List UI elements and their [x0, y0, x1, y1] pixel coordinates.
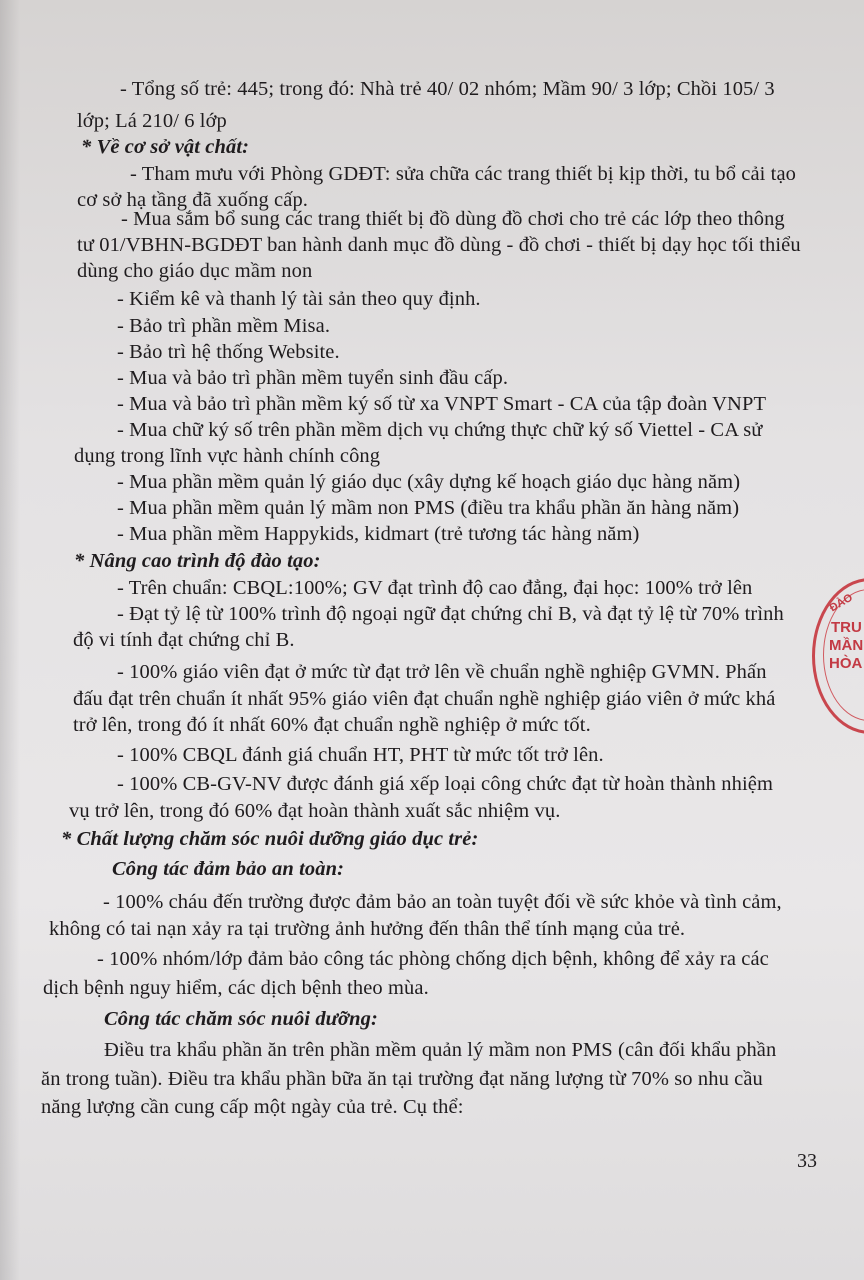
text-line: độ vi tính đạt chứng chỉ B. [73, 629, 295, 651]
text-line: cơ sở hạ tầng đã xuống cấp. [77, 189, 309, 211]
subsection-heading: Công tác đảm bảo an toàn: [112, 858, 345, 880]
list-item: - Kiểm kê và thanh lý tài sản theo quy định. [117, 288, 481, 310]
list-item: - 100% giáo viên đạt ở mức từ đạt trở lên về chuẩn nghề nghiệp GVMN. Phấn [117, 661, 767, 683]
seal-text-top: ĐÀO [827, 591, 855, 615]
list-item: - Bảo trì hệ thống Website. [117, 341, 340, 363]
text-line: đấu đạt trên chuẩn ít nhất 95% giáo viên đạt chuẩn nghề nghiệp giáo viên ở mức khá [73, 688, 776, 710]
page-edge-shadow [0, 0, 20, 1280]
text-line: trở lên, trong đó ít nhất 60% đạt chuẩn nghề nghiệp ở mức tốt. [73, 714, 591, 736]
list-item: - 100% nhóm/lớp đảm bảo công tác phòng chống dịch bệnh, không để xảy ra các [97, 948, 769, 970]
section-heading: * Về cơ sở vật chất: [81, 136, 250, 158]
list-item: - 100% cháu đến trường được đảm bảo an toàn tuyệt đối về sức khỏe và tình cảm, [103, 891, 782, 913]
list-item: - Mua phần mềm quản lý mầm non PMS (điều tra khẩu phần ăn hàng năm) [117, 497, 740, 519]
list-item: - Mua phần mềm Happykids, kidmart (trẻ tương tác hàng năm) [117, 523, 640, 545]
text-line: dùng cho giáo dục mầm non [77, 260, 313, 282]
seal-text-line: HÒA [829, 655, 863, 672]
list-item: - 100% CB-GV-NV được đánh giá xếp loại công chức đạt từ hoàn thành nhiệm [117, 773, 773, 795]
page-number: 33 [797, 1150, 817, 1172]
text-line: dụng trong lĩnh vực hành chính công [74, 445, 381, 467]
text-line: vụ trở lên, trong đó 60% đạt hoàn thành xuất sắc nhiệm vụ. [69, 800, 561, 822]
text-line: Điều tra khẩu phần ăn trên phần mềm quản lý mầm non PMS (cân đối khẩu phần [104, 1039, 777, 1061]
section-heading: * Nâng cao trình độ đào tạo: [74, 550, 321, 572]
text-line: dịch bệnh nguy hiểm, các dịch bệnh theo mùa. [43, 977, 429, 999]
text-line: - Tổng số trẻ: 445; trong đó: Nhà trẻ 40/ 02 nhóm; Mầm 90/ 3 lớp; Chồi 105/ 3 [120, 78, 775, 100]
list-item: - Mua phần mềm quản lý giáo dục (xây dựng kế hoạch giáo dục hàng năm) [117, 471, 741, 493]
list-item: - Mua chữ ký số trên phần mềm dịch vụ chứng thực chữ ký số Viettel - CA sử [117, 419, 763, 441]
list-item: - Mua và bảo trì phần mềm tuyển sinh đầu cấp. [117, 367, 509, 389]
text-line: năng lượng cần cung cấp một ngày của trẻ. Cụ thể: [41, 1096, 464, 1118]
text-line: - Tham mưu với Phòng GDĐT: sửa chữa các trang thiết bị kịp thời, tu bổ cải tạo [130, 163, 797, 185]
text-line: ăn trong tuần). Điều tra khẩu phần bữa ăn tại trường đạt năng lượng từ 70% so nhu cầu [41, 1068, 763, 1090]
text-line: lớp; Lá 210/ 6 lớp [77, 110, 227, 132]
subsection-heading: Công tác chăm sóc nuôi dưỡng: [104, 1008, 378, 1030]
section-heading: * Chất lượng chăm sóc nuôi dưỡng giáo dục trẻ: [61, 828, 479, 850]
list-item: - 100% CBQL đánh giá chuẩn HT, PHT từ mức tốt trở lên. [117, 744, 604, 766]
seal-text-line: MẦN [829, 637, 864, 654]
text-line: tư 01/VBHN-BGDĐT ban hành danh mục đồ dùng - đồ chơi - thiết bị dạy học tối thiểu [77, 234, 801, 256]
text-line: không có tai nạn xảy ra tại trường ảnh hưởng đến thân thể tính mạng của trẻ. [49, 918, 686, 940]
list-item: - Trên chuẩn: CBQL:100%; GV đạt trình độ cao đẳng, đại học: 100% trở lên [117, 577, 753, 599]
seal-text-line: TRU [831, 619, 862, 636]
list-item: - Mua và bảo trì phần mềm ký số từ xa VNPT Smart - CA của tập đoàn VNPT [117, 393, 767, 415]
list-item: - Bảo trì phần mềm Misa. [117, 315, 331, 337]
text-line: - Mua sắm bổ sung các trang thiết bị đồ dùng đồ chơi cho trẻ các lớp theo thông [121, 208, 785, 230]
school-seal-stamp [812, 578, 864, 734]
list-item: - Đạt tỷ lệ từ 100% trình độ ngoại ngữ đạt chứng chỉ B, và đạt tỷ lệ từ 70% trình [117, 603, 784, 625]
